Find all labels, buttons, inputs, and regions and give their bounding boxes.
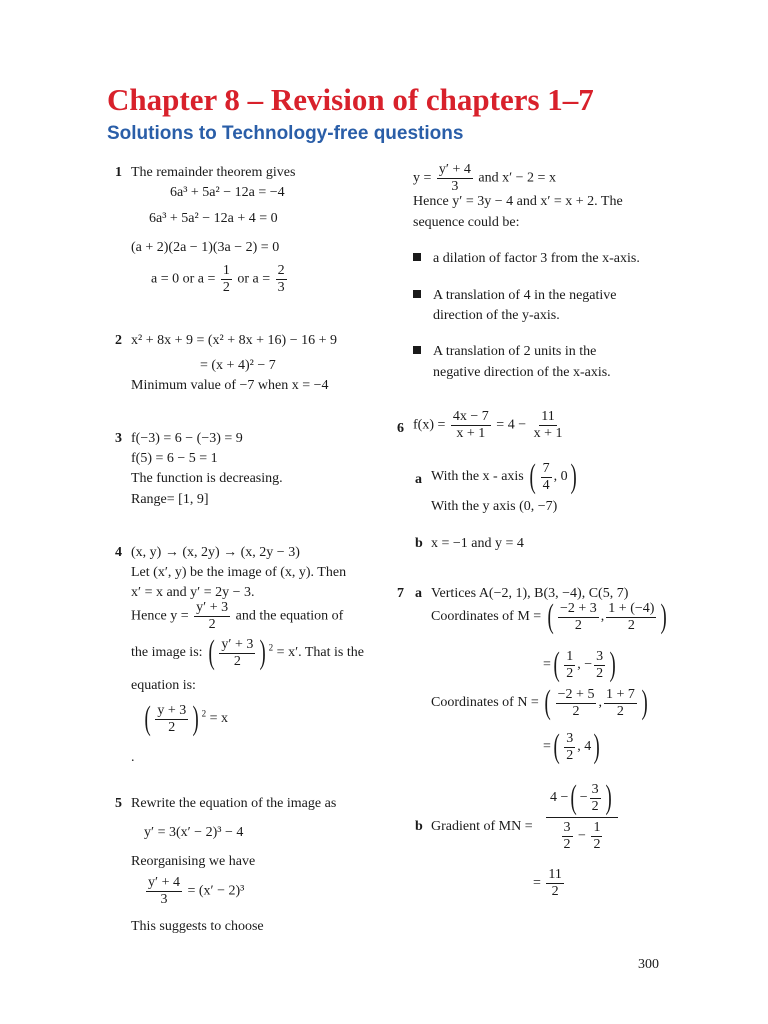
text-line: The function is decreasing. — [131, 471, 283, 486]
fraction — [219, 638, 255, 669]
numerator: y′ + 4 — [438, 162, 471, 177]
numerator: 11 — [548, 867, 562, 882]
equation-line: Vertices A(−2, 1), B(3, −4), C(5, 7) — [431, 586, 629, 601]
numerator: 4x − 7 — [452, 409, 489, 424]
denominator: 2 — [233, 653, 241, 669]
denominator: 2 — [168, 719, 176, 735]
left-paren: ( — [570, 779, 578, 816]
denominator: $\frac{3}{2}$ − $\frac{1}{2}$ — [563, 820, 601, 852]
equation-text: 4 — [584, 739, 592, 755]
numerator: 1 — [566, 648, 574, 664]
text-line: . — [131, 750, 135, 765]
numerator: 3 — [566, 730, 574, 746]
denominator: 4 — [542, 477, 550, 493]
left-paren: ( — [529, 458, 537, 495]
right-paren: ) — [605, 779, 612, 816]
coordinates-n-result: =( $\frac{3}{2}$ , 4) — [543, 728, 601, 765]
text-line: Range= [1, 9] — [131, 492, 209, 507]
numerator: y′ + 3 — [221, 636, 254, 652]
text-line: Hence y′ = 3y − 4 and x′ = x + 2. The — [413, 194, 623, 209]
text-line: sequence could be: — [413, 215, 520, 230]
left-paren: ( — [553, 646, 560, 683]
numerator: 3 — [591, 781, 599, 797]
fraction — [604, 688, 637, 719]
fraction — [594, 650, 605, 681]
equation-text: = 4 − — [496, 417, 527, 433]
equation-text: Coordinates of M = — [431, 609, 542, 625]
text-line: Let (x′, y) be the image of (x, y). Then — [131, 565, 347, 580]
denominator: 2 — [551, 884, 559, 899]
gradient-fraction — [546, 781, 618, 852]
left-paren: ( — [547, 598, 554, 635]
text-line: The remainder theorem gives — [131, 165, 296, 180]
equation-line — [131, 636, 364, 670]
fraction — [590, 783, 601, 814]
bullet-icon — [413, 253, 421, 261]
part-label: a — [415, 586, 422, 601]
equation-line — [144, 876, 244, 907]
equation-line: x² + 8x + 9 = (x² + 8x + 16) − 16 + 9 — [131, 333, 337, 348]
equation-text: , 0 — [553, 469, 568, 485]
coordinates-m-line: Coordinates of M = ( $\frac{-2 + 3}{2}$ , $\frac{1 + (-4)}{2}$ ) — [431, 598, 668, 635]
bullet-text: a dilation of factor 3 from the x-axis. — [433, 251, 640, 266]
gradient-result: = $\frac{11}{2}$ — [533, 867, 562, 899]
equation-text: With the x - axis — [431, 469, 524, 485]
equation-line — [142, 702, 228, 736]
equation-text: and the equation of — [235, 608, 344, 624]
equation-text: = x — [209, 711, 228, 727]
equation-line: = (x + 4)² − 7 — [200, 358, 276, 373]
denominator: 2 — [574, 617, 582, 633]
fraction — [591, 821, 602, 852]
numerator: −2 + 3 — [560, 600, 597, 616]
equation-text: and x′ − 2 = x — [478, 170, 556, 186]
right-paren: ) — [192, 700, 200, 737]
equation-text: Gradient of MN = — [431, 819, 533, 834]
question-number: 2 — [115, 333, 122, 348]
fraction — [194, 601, 230, 632]
denominator: 2 — [222, 280, 230, 295]
equation-text: f(x) = — [413, 417, 446, 433]
numerator: 1 — [593, 820, 601, 835]
equation-line: x′ = x and y′ = 2y − 3. — [131, 585, 255, 600]
bullet-item — [413, 252, 640, 266]
question-number: 4 — [115, 545, 122, 560]
denominator: 2 — [563, 837, 571, 852]
fraction — [556, 688, 597, 719]
equation-line — [413, 410, 567, 441]
equation-text: = (x′ − 2)³ — [187, 883, 245, 899]
left-paren: ( — [144, 700, 151, 737]
fraction — [276, 264, 287, 295]
equation-line — [131, 601, 343, 632]
bullet-text: A translation of 4 in the negative — [433, 288, 617, 303]
fraction — [562, 821, 573, 852]
bullet-text-continued: negative direction of the x-axis. — [433, 365, 611, 380]
equation-line: x = −1 and y = 4 — [431, 536, 524, 551]
question-number: 5 — [115, 796, 122, 811]
equation-line — [151, 264, 289, 295]
part-label: b — [415, 536, 423, 551]
coordinates-m-result: =( $\frac{1}{2}$ , − $\frac{3}{2}$ ) — [543, 646, 616, 683]
equation-line: 6a³ + 5a² − 12a + 4 = 0 — [149, 211, 278, 226]
numerator: y′ + 3 — [196, 600, 229, 615]
text-line: This suggests to choose — [131, 919, 264, 934]
equation-line: f(−3) = 6 − (−3) = 9 — [131, 431, 243, 446]
denominator: 2 — [596, 665, 604, 681]
equation-line: 6a³ + 5a² − 12a = −4 — [170, 185, 285, 200]
numerator: y′ + 4 — [148, 875, 180, 890]
bullet-item — [413, 289, 617, 303]
right-paren: ) — [570, 458, 577, 495]
section-subtitle: Solutions to Technology-free questions — [107, 123, 464, 144]
question-number: 3 — [115, 431, 122, 446]
numerator: 1 — [222, 263, 230, 278]
denominator: 2 — [593, 837, 601, 852]
part-label: a — [415, 472, 422, 487]
equation-text: 4 − — [550, 790, 569, 806]
bullet-text: A translation of 2 units in the — [433, 344, 597, 359]
equation-text: Coordinates of N = — [431, 695, 539, 711]
equation-text: Hence y = — [131, 608, 189, 624]
text-line: Minimum value of −7 when x = −4 — [131, 378, 329, 393]
bullet-text-continued: direction of the y-axis. — [433, 308, 560, 323]
bullet-icon — [413, 290, 421, 298]
fraction — [564, 650, 575, 681]
coordinates-n-line: Coordinates of N = ( $\frac{-2 + 5}{2}$ , $\frac{1 + 7}{2}$ ) — [431, 684, 648, 721]
denominator: 2 — [566, 747, 574, 763]
right-paren: ) — [609, 646, 616, 683]
equation-text: or a = — [237, 271, 271, 287]
equation-text: the image is: — [131, 645, 203, 661]
numerator: 4 −( − $\frac{3}{2}$ ) — [546, 781, 618, 818]
numerator: 2 — [277, 263, 285, 278]
equation-line — [413, 163, 556, 194]
exponent: 2 — [201, 708, 207, 719]
fraction — [437, 163, 473, 194]
exponent: 2 — [268, 642, 274, 653]
equation-line: (x, y) → (x, 2y) → (x, 2y − 3) — [131, 545, 300, 560]
fraction — [564, 732, 575, 763]
fraction — [546, 868, 563, 899]
question-number: 1 — [115, 165, 122, 180]
numerator: 1 + (−4) — [608, 600, 655, 616]
bullet-item — [413, 345, 596, 359]
fraction — [221, 264, 232, 295]
text-line: equation is: — [131, 678, 196, 693]
numerator: 11 — [541, 409, 555, 424]
left-paren: ( — [208, 634, 215, 671]
numerator: 3 — [563, 820, 571, 835]
numerator: 3 — [596, 648, 604, 664]
equation-text: = x′. That is the — [276, 645, 364, 661]
denominator: 3 — [277, 280, 285, 295]
page-number: 300 — [638, 957, 659, 972]
right-paren: ) — [259, 634, 267, 671]
bullet-icon — [413, 346, 421, 354]
equation-text: y = — [413, 170, 432, 186]
fraction — [155, 704, 188, 735]
text-line: Rewrite the equation of the image as — [131, 796, 337, 811]
text-line: Reorganising we have — [131, 854, 256, 869]
numerator: y + 3 — [157, 702, 187, 718]
denominator: 2 — [616, 703, 624, 719]
denominator: x + 1 — [533, 426, 563, 441]
denominator: 2 — [627, 617, 635, 633]
left-paren: ( — [544, 684, 552, 721]
equation-line — [431, 460, 579, 494]
right-paren: ) — [660, 598, 668, 635]
numerator: 1 + 7 — [605, 686, 635, 702]
right-paren: ) — [593, 728, 601, 765]
question-number: 6 — [397, 421, 404, 436]
part-label: b — [415, 819, 423, 834]
left-paren: ( — [553, 728, 560, 765]
fraction — [532, 410, 565, 441]
right-paren: ) — [641, 684, 648, 721]
question-number: 7 — [397, 586, 404, 601]
fraction — [558, 602, 599, 633]
fraction — [451, 410, 491, 441]
equation-line: f(5) = 6 − 5 = 1 — [131, 451, 218, 466]
equation-line: (a + 2)(2a − 1)(3a − 2) = 0 — [131, 240, 280, 255]
denominator: 2 — [566, 665, 574, 681]
denominator: x + 1 — [456, 426, 486, 441]
fraction — [541, 462, 552, 493]
fraction — [606, 602, 656, 633]
denominator: 2 — [591, 798, 599, 814]
denominator: 2 — [208, 617, 216, 632]
denominator: 3 — [160, 892, 168, 907]
denominator: 2 — [572, 703, 580, 719]
numerator: 7 — [542, 460, 550, 476]
numerator: −2 + 5 — [557, 686, 595, 702]
denominator: 3 — [451, 179, 459, 194]
chapter-title: Chapter 8 – Revision of chapters 1–7 — [107, 82, 594, 117]
equation-line: y′ = 3(x′ − 2)³ − 4 — [144, 825, 244, 840]
equation-text: a = 0 or a = — [151, 271, 216, 287]
fraction — [146, 876, 182, 907]
equation-line: With the y axis (0, −7) — [431, 499, 558, 514]
